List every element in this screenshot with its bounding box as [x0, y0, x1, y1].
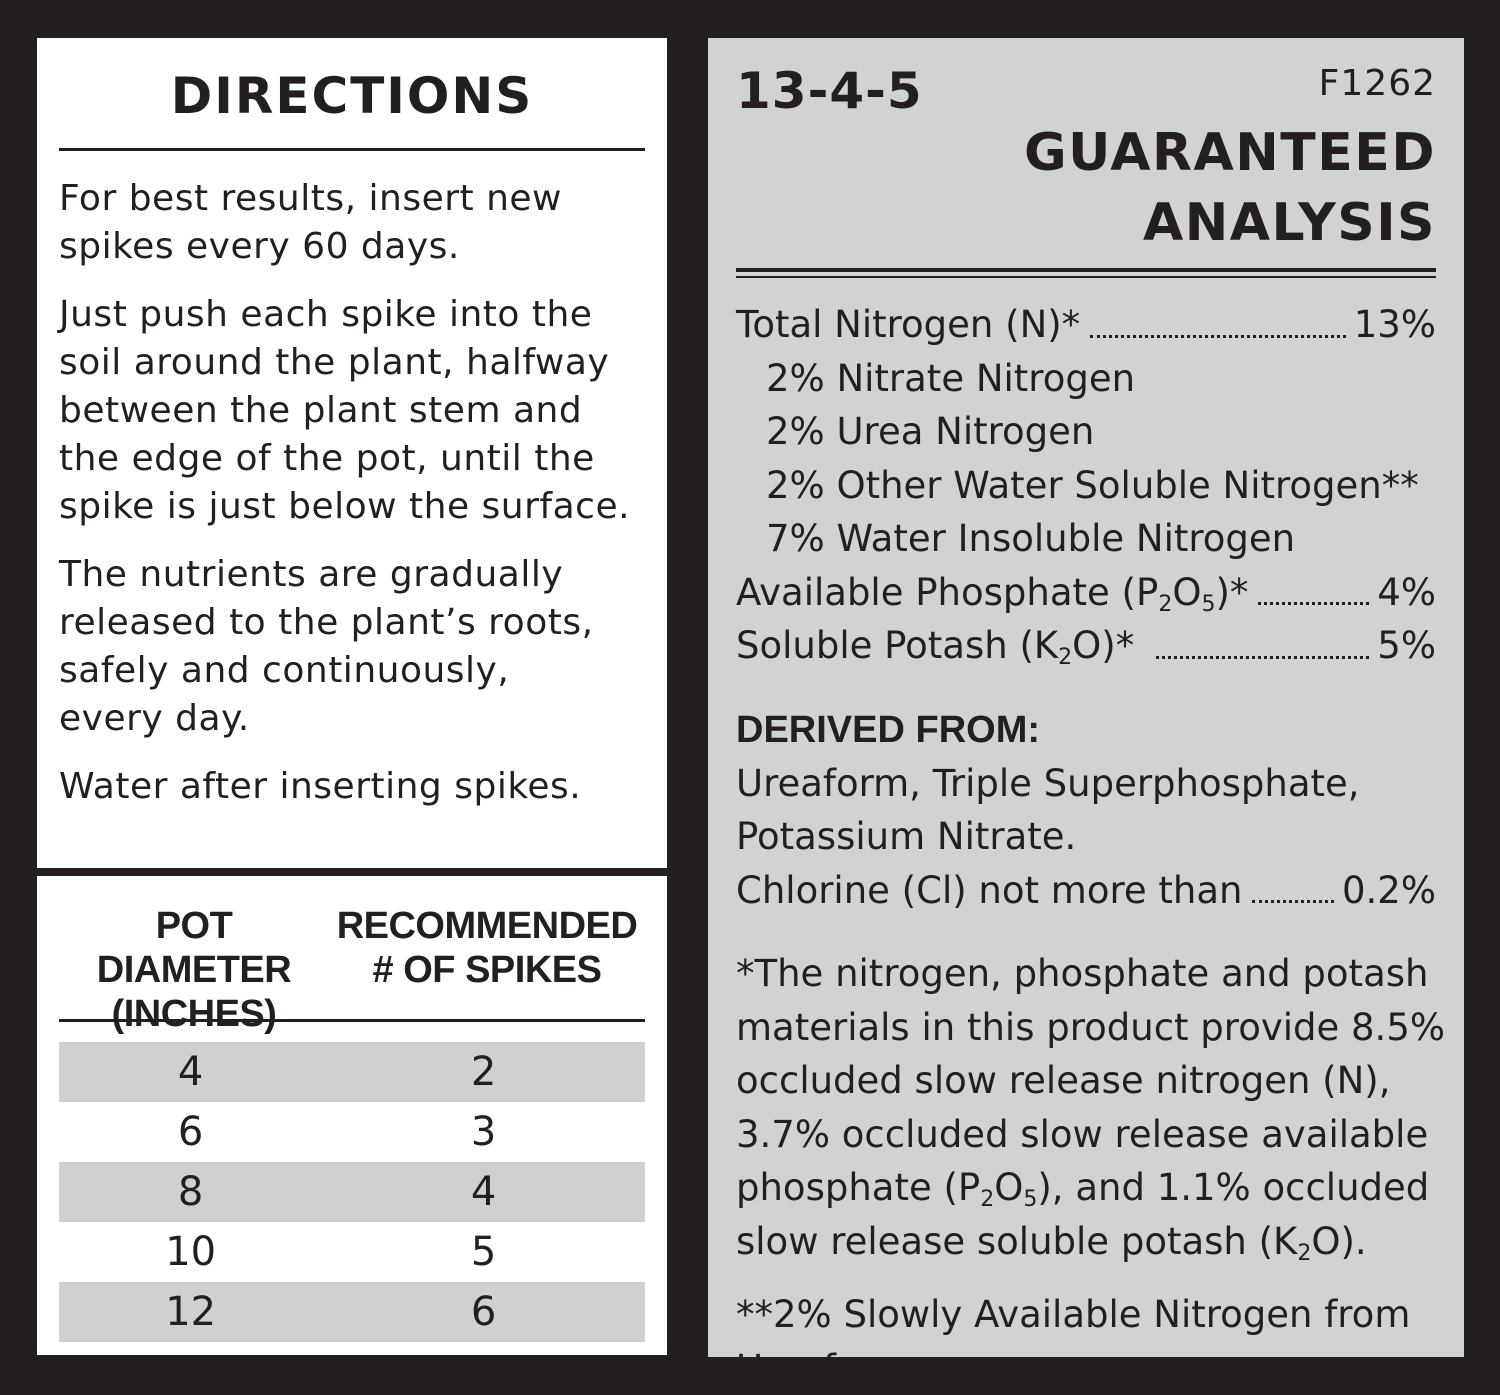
pot-diameter-cell: 12	[59, 1289, 322, 1335]
total-nitrogen-label: Total Nitrogen (N)*	[736, 298, 1080, 352]
product-code: F1262	[1319, 62, 1436, 106]
spike-count-cell: 2	[322, 1049, 645, 1095]
pot-diameter-cell: 10	[59, 1229, 322, 1275]
directions-paragraph-1: For best results, insert new spikes every 60 days.	[59, 175, 645, 271]
table-row	[59, 1162, 645, 1222]
total-nitrogen-value: 13%	[1354, 298, 1436, 352]
directions-divider	[59, 148, 645, 151]
footnote-line: 3.7% occluded slow release available	[736, 1108, 1436, 1162]
chlorine-line	[736, 864, 1436, 918]
spike-count-cell: 3	[322, 1109, 645, 1155]
footnote-line: Ureaform.	[736, 1342, 1436, 1395]
spike-count-cell: 6	[322, 1289, 645, 1335]
spikes-table-panel	[37, 876, 667, 1355]
derived-from-line: Potassium Nitrate.	[736, 810, 1436, 864]
header-recommended-spikes: RECOMMENDED # OF SPIKES	[329, 904, 645, 1004]
directions-paragraph-2: Just push each spike into the soil around the plant, halfway between the plant stem and the edge of the pot, until the spike is just below the surface.	[59, 291, 645, 531]
dot-leader	[1258, 566, 1369, 606]
nitrogen-sub-item: 7% Water Insoluble Nitrogen	[736, 512, 1436, 566]
phosphate-label: Available Phosphate $(P_2O_5)*$	[736, 566, 1248, 620]
table-row	[59, 1222, 645, 1282]
footnote-line: slow release soluble potash $(K_2O)$.	[736, 1215, 1436, 1269]
table-row	[59, 1042, 645, 1102]
phosphate-value: 4%	[1377, 566, 1436, 620]
footnote-line: **2% Slowly Available Nitrogen from	[736, 1288, 1436, 1342]
potash-label: Soluble Potash $(K_2O)*$	[736, 619, 1134, 673]
footnote	[736, 947, 1436, 1268]
footnote-line: occluded slow release nitrogen (N),	[736, 1054, 1436, 1108]
derived-from-line: Ureaform, Triple Superphosphate,	[736, 757, 1436, 811]
chlorine-value: 0.2%	[1342, 864, 1436, 918]
analysis-topline	[736, 62, 1436, 122]
table-header	[59, 904, 645, 1004]
phosphate-line	[736, 566, 1436, 620]
potash-value: 5%	[1377, 619, 1436, 673]
directions-paragraph-3: The nutrients are gradually released to the plant’s roots, safely and continuously, every day.	[59, 551, 645, 743]
nitrogen-sub-item: 2% Nitrate Nitrogen	[736, 352, 1436, 406]
table-row	[59, 1102, 645, 1162]
footnote-line: phosphate $(P_2O_5)$, and 1.1% occluded	[736, 1161, 1436, 1215]
derived-from-title: DERIVED FROM:	[736, 703, 1436, 757]
potash-line	[736, 619, 1436, 673]
spike-count-cell: 5	[322, 1229, 645, 1275]
spike-count-cell: 4	[322, 1169, 645, 1215]
dot-leader	[1252, 864, 1334, 904]
footnote-line: materials in this product provide 8.5%	[736, 1001, 1436, 1055]
header-pot-diameter: POT DIAMETER (INCHES)	[59, 904, 329, 1004]
footnote-2	[736, 1288, 1436, 1395]
pot-diameter-cell: 4	[59, 1049, 322, 1095]
dot-leader	[1156, 619, 1369, 659]
analysis-panel	[708, 38, 1464, 1357]
total-nitrogen-line	[736, 298, 1436, 352]
analysis-double-divider	[736, 268, 1436, 278]
npk-ratio: 13-4-5	[736, 62, 923, 120]
directions-panel	[37, 38, 667, 868]
dot-leader	[1090, 298, 1346, 338]
guaranteed-analysis-title: GUARANTEED ANALYSIS	[736, 118, 1436, 258]
chlorine-label: Chlorine (Cl) not more than	[736, 864, 1242, 918]
pot-diameter-cell: 6	[59, 1109, 322, 1155]
nitrogen-sub-item: 2% Other Water Soluble Nitrogen**	[736, 459, 1436, 513]
pot-diameter-cell: 8	[59, 1169, 322, 1215]
table-row	[59, 1282, 645, 1342]
directions-paragraph-4: Water after inserting spikes.	[59, 763, 645, 811]
nitrogen-sub-item: 2% Urea Nitrogen	[736, 405, 1436, 459]
directions-title: DIRECTIONS	[59, 66, 645, 126]
footnote-line: *The nitrogen, phosphate and potash	[736, 947, 1436, 1001]
